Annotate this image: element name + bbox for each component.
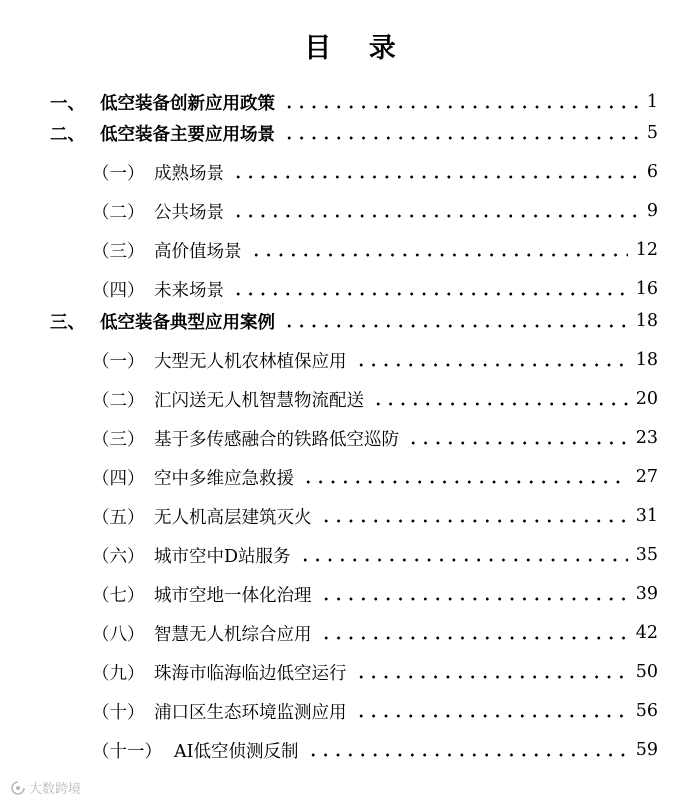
toc-entry-zhuhai[interactable]	[92, 657, 658, 687]
entry-number: （一）	[92, 351, 145, 372]
toc-entry-d-station[interactable]	[92, 540, 658, 570]
toc-entry-smart-drone[interactable]	[92, 618, 658, 648]
entry-number: 三、	[50, 312, 85, 333]
entry-title: 空中多维应急救援	[154, 468, 294, 489]
toc-entry-public[interactable]	[92, 196, 658, 226]
toc-title: 目 录	[304, 33, 410, 64]
entry-title: 未来场景	[154, 280, 224, 301]
toc-entry-city-governance[interactable]	[92, 579, 658, 609]
entry-page: 59	[635, 740, 658, 760]
toc-entry-firefighting[interactable]	[92, 501, 658, 531]
entry-number: （九）	[92, 663, 145, 684]
watermark	[10, 778, 81, 797]
dot-leader	[283, 105, 639, 109]
entry-page: 50	[635, 662, 658, 682]
dot-leader	[355, 363, 628, 367]
toc-entry-cases[interactable]	[50, 306, 658, 336]
entry-title: 城市空地一体化治理	[154, 585, 312, 606]
entry-page: 20	[635, 389, 658, 409]
entry-page: 18	[635, 350, 658, 370]
entry-number: （七）	[92, 585, 145, 606]
toc-entry-agri[interactable]	[92, 345, 658, 375]
dot-leader	[320, 519, 628, 523]
entry-number: （四）	[92, 280, 145, 301]
dot-leader	[232, 175, 639, 179]
entry-page: 31	[635, 506, 658, 526]
dot-leader	[232, 214, 639, 218]
entry-number: （六）	[92, 546, 145, 567]
entry-number: （二）	[92, 390, 145, 411]
dot-leader	[355, 675, 628, 679]
dot-leader	[299, 558, 628, 562]
entry-title: 低空装备典型应用案例	[100, 312, 275, 333]
dot-leader	[307, 753, 628, 757]
entry-number: （三）	[92, 429, 145, 450]
logo-icon	[10, 780, 26, 796]
entry-number: （三）	[92, 241, 145, 262]
dot-leader	[407, 441, 628, 445]
toc-entry-logistics[interactable]	[92, 384, 658, 414]
entry-page: 1	[646, 92, 658, 112]
entry-title: 城市空中D站服务	[154, 546, 291, 567]
toc-entry-policy[interactable]	[50, 87, 658, 117]
toc-entry-rescue[interactable]	[92, 462, 658, 492]
entry-number: （十一）	[92, 741, 162, 762]
dot-leader	[320, 636, 628, 640]
entry-page: 39	[635, 584, 658, 604]
entry-title: 基于多传感融合的铁路低空巡防	[154, 429, 399, 450]
entry-page: 5	[646, 123, 658, 143]
toc-entry-pukou[interactable]	[92, 696, 658, 726]
entry-page: 35	[635, 545, 658, 565]
entry-page: 16	[635, 279, 658, 299]
toc-entry-railway[interactable]	[92, 423, 658, 453]
entry-number: 二、	[50, 124, 85, 145]
dot-leader	[232, 292, 628, 296]
entry-number: （五）	[92, 507, 145, 528]
entry-title: 低空装备主要应用场景	[100, 124, 275, 145]
entry-number: （四）	[92, 468, 145, 489]
entry-page: 56	[635, 701, 658, 721]
dot-leader	[283, 136, 639, 140]
dot-leader	[302, 480, 628, 484]
entry-number: （二）	[92, 202, 145, 223]
entry-title: AI低空侦测反制	[174, 741, 299, 762]
toc-entry-scenarios[interactable]	[50, 118, 658, 148]
toc-entry-mature[interactable]	[92, 157, 658, 187]
entry-page: 27	[635, 467, 658, 487]
dot-leader	[355, 714, 628, 718]
entry-number: 一、	[50, 93, 85, 114]
entry-number: （十）	[92, 702, 145, 723]
entry-page: 18	[635, 311, 658, 331]
entry-number: （一）	[92, 163, 145, 184]
watermark-text: 大数跨境	[29, 782, 82, 797]
dot-leader	[283, 324, 628, 328]
entry-title: 高价值场景	[154, 241, 242, 262]
dot-leader	[250, 253, 628, 257]
entry-title: 浦口区生态环境监测应用	[154, 702, 347, 723]
entry-title: 珠海市临海临边低空运行	[154, 663, 347, 684]
toc-entry-high-value[interactable]	[92, 235, 658, 265]
entry-page: 9	[646, 201, 658, 221]
entry-title: 汇闪送无人机智慧物流配送	[154, 390, 364, 411]
dot-leader	[320, 597, 628, 601]
entry-page: 42	[635, 623, 658, 643]
entry-page: 12	[635, 240, 658, 260]
entry-title: 大型无人机农林植保应用	[154, 351, 347, 372]
entry-title: 成熟场景	[154, 163, 224, 184]
entry-title: 无人机高层建筑灭火	[154, 507, 312, 528]
entry-title: 公共场景	[154, 202, 224, 223]
toc-entry-future[interactable]	[92, 274, 658, 304]
toc-entry-ai-counter[interactable]	[92, 735, 658, 765]
entry-page: 6	[646, 162, 658, 182]
entry-page: 23	[635, 428, 658, 448]
dot-leader	[372, 402, 628, 406]
entry-number: （八）	[92, 624, 145, 645]
entry-title: 智慧无人机综合应用	[154, 624, 312, 645]
entry-title: 低空装备创新应用政策	[100, 93, 275, 114]
